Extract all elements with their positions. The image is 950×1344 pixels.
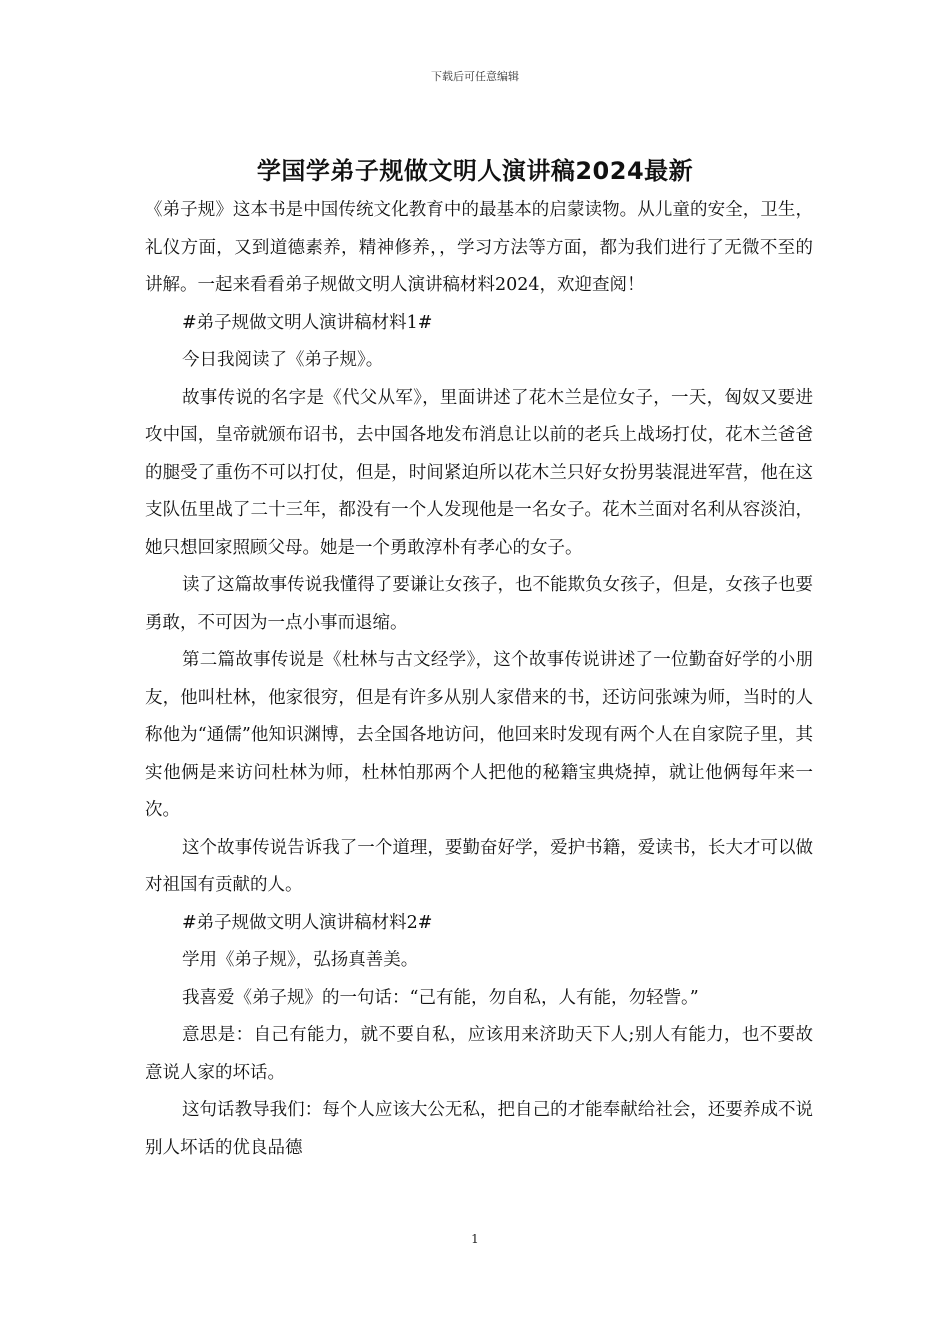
section-heading-1: #弟子规做文明人演讲稿材料1# <box>182 312 433 333</box>
body-paragraph: 这个故事传说告诉我了一个道理，要勤奋好学，爱护书籍，爱读书，长大才可以做对祖国有贡献的人。 <box>145 837 813 895</box>
body-paragraph: 读了这篇故事传说我懂得了要谦让女孩子，也不能欺负女孩子，但是，女孩子也要勇敢，不可因为一点小事而退缩。 <box>145 575 813 633</box>
intro-paragraph: 《弟子规》这本书是中国传统文化教育中的最基本的启蒙读物。从儿童的安全，卫生，礼仪方面，又到道德素养，精神修养，，学习方法等方面，都为我们进行了无微不至的讲解。一起来看看弟子规做文明人演讲稿材料2024，欢迎查阅！ <box>145 200 813 295</box>
body-paragraph: 学用《弟子规》，弘扬真善美。 <box>182 950 419 970</box>
document-title: 学国学弟子规做文明人演讲稿2024最新 <box>256 157 694 185</box>
body-paragraph: 今日我阅读了《弟子规》。 <box>182 350 384 370</box>
body-paragraph: 意思是：自己有能力，就不要自私，应该用来济助天下人;别人有能力，也不要故意说人家的坏话。 <box>145 1025 813 1083</box>
body-paragraph: 这句话教导我们：每个人应该大公无私，把自己的才能奉献给社会，还要养成不说别人坏话的优良品德 <box>145 1100 813 1158</box>
document-body <box>145 192 813 1167</box>
body-paragraph: 第二篇故事传说是《杜林与古文经学》，这个故事传说讲述了一位勤奋好学的小朋友，他叫杜林，他家很穷，但是有许多从别人家借来的书，还访问张竦为师，当时的人称他为“通儒”他知识渊博，去全国各地访问，他回来时发现有两个人在自家院子里，其实他俩是来访问杜林为师，杜林怕那两个人把他的秘籍宝典烧掉，就让他俩每年来一次。 <box>145 650 813 820</box>
body-paragraph: 故事传说的名字是《代父从军》，里面讲述了花木兰是位女子，一天，匈奴又要进攻中国，皇帝就颁布诏书，去中国各地发布消息让以前的老兵上战场打仗，花木兰爸爸的腿受了重伤不可以打仗，但是，时间紧迫所以花木兰只好女扮男装混进军营，他在这支队伍里战了二十三年，都没有一个人发现他是一名女子。花木兰面对名利从容淡泊，她只想回家照顾父母。她是一个勇敢淳朴有孝心的女子。 <box>145 387 813 558</box>
body-paragraph: 我喜爱《弟子规》的一句话：“己有能，勿自私，人有能，勿轻訾。” <box>182 987 699 1008</box>
section-heading-2: #弟子规做文明人演讲稿材料2# <box>182 912 433 933</box>
page-number: 1 <box>471 1232 479 1246</box>
header-note: 下载后可任意编辑 <box>431 70 519 83</box>
